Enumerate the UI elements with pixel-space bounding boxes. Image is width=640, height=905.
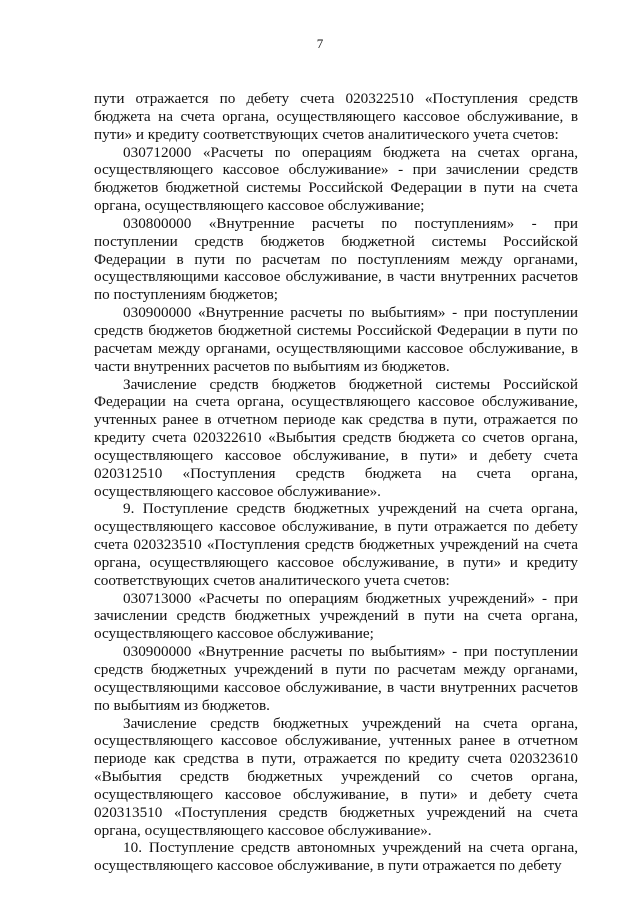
paragraph-budget-crediting: Зачисление средств бюджетов бюджетной системы Российской Федерации на счета органа, осуществляющего кассовое обслуживание, учтенных ранее в отчетном периоде как средства в пути, отражается по кредиту счета 020322610 «Выбытия средств бюджета со счетов органа, осуществляющего кассовое обслуживание, в пути» и дебету счета 020312510 «Поступления средств бюджета на счета органа, осуществляющего кассовое обслуживание». [94, 375, 578, 500]
paragraph-institutions-crediting: Зачисление средств бюджетных учреждений на счета органа, осуществляющего кассовое обслуживание, учтенных ранее в отчетном периоде как средства в пути, отражается по кредиту счета 020323610 «Выбытия средств бюджетных учреждений со счетов органа, осуществляющего кассовое обслуживание, в пути» и дебету счета 020313510 «Поступления средств бюджетных учреждений на счета органа, осуществляющего кассовое обслуживание». [94, 714, 578, 839]
paragraph-clause-10: 10. Поступление средств автономных учреждений на счета органа, осуществляющего кассовое обслуживание, в пути отражается по дебету [94, 839, 578, 875]
page-number: 7 [316, 36, 324, 51]
paragraph-account-030900000: 030900000 «Внутренние расчеты по выбытиям» - при поступлении средств бюджетов бюджетной системы Российской Федерации в пути по расчетам между органами, осуществляющими кассовое обслуживание, в части внутренних расчетов по выбытиям из бюджетов. [94, 304, 578, 375]
paragraph-account-030712000: 030712000 «Расчеты по операциям бюджета на счетах органа, осуществляющего кассовое обслуживание» - при зачислении средств бюджетов бюджетной системы Российской Федерации в пути на счета органа, осуществляющего кассовое обслуживание; [94, 143, 578, 215]
paragraph-account-030800000: 030800000 «Внутренние расчеты по поступлениям» - при поступлении средств бюджетов бюджетной системы Российской Федерации в пути по расчетам по поступлениям между органами, осуществляющими кассовое обслуживание, в части внутренних расчетов по поступлениям бюджетов; [94, 214, 578, 304]
paragraph-clause-9: 9. Поступление средств бюджетных учреждений на счета органа, осуществляющего кассовое обслуживание, в пути отражается по дебету счета 020323510 «Поступления средств бюджетных учреждений на счета органа, осуществляющего кассовое обслуживание, в пути» и кредиту соответствующих счетов аналитического учета счетов: [94, 500, 578, 589]
paragraph-account-030900000-institutions: 030900000 «Внутренние расчеты по выбытиям» - при поступлении средств бюджетных учреждений в пути по расчетам между органами, осуществляющими кассовое обслуживание, в части внутренних расчетов по выбытиям из бюджетов. [94, 643, 578, 714]
paragraph-account-030713000: 030713000 «Расчеты по операциям бюджетных учреждений» - при зачислении средств бюджетных учреждений в пути на счета органа, осуществляющего кассовое обслуживание; [94, 589, 578, 643]
body-text [94, 90, 578, 875]
paragraph-continuation: пути отражается по дебету счета 020322510 «Поступления средств бюджета на счета органа, осуществляющего кассовое обслуживание, в пути» и кредиту соответствующих счетов аналитического учета счетов: [94, 90, 578, 143]
